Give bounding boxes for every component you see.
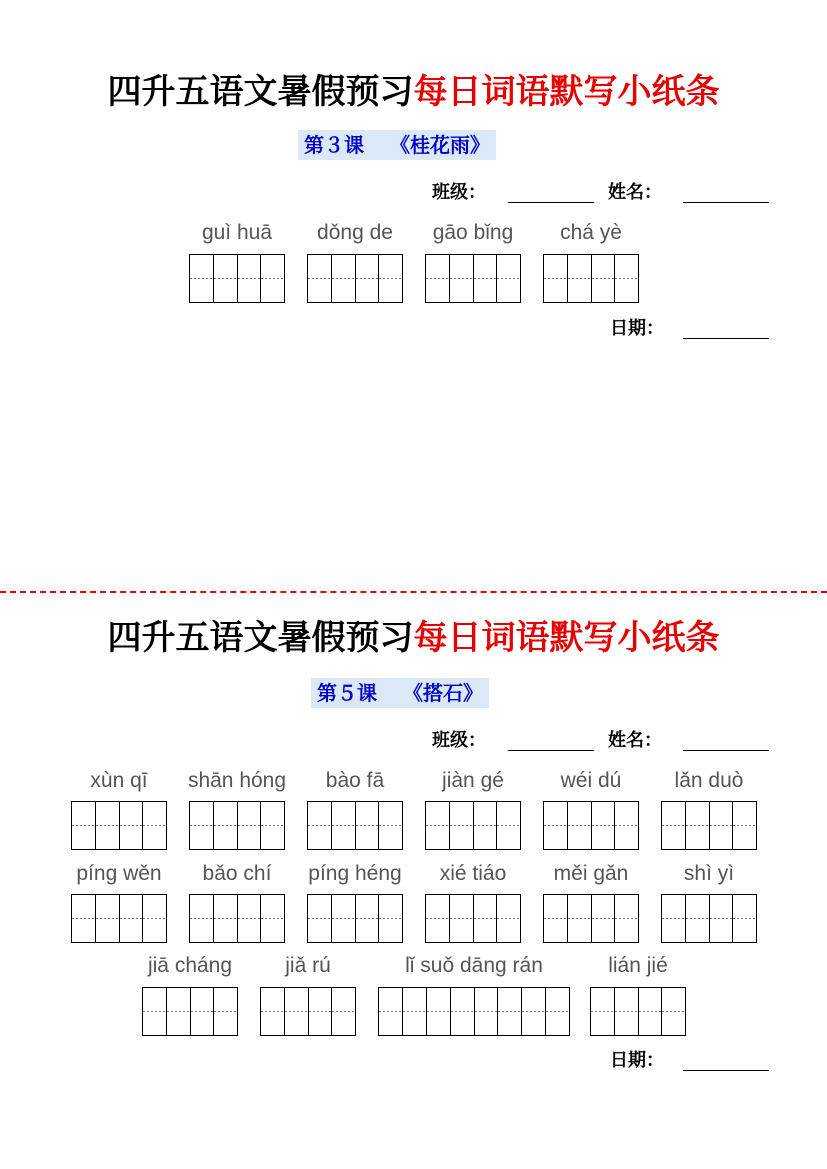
grid-cell[interactable] [237, 802, 261, 849]
title-black-part: 四升五语文暑假预习 [107, 72, 414, 112]
grid-cell[interactable] [142, 802, 166, 849]
title-black-part: 四升五语文暑假预习 [107, 618, 414, 658]
grid-cell[interactable] [166, 988, 190, 1035]
word-pinyin: xié tiáo [439, 862, 507, 885]
cut-line [0, 591, 827, 593]
grid-cell[interactable] [142, 895, 166, 942]
grid-cell[interactable] [591, 802, 615, 849]
grid-cell[interactable] [685, 895, 709, 942]
lesson-name: 《搭石》 [403, 681, 483, 705]
writing-grid[interactable] [189, 894, 285, 943]
grid-cell[interactable] [213, 895, 237, 942]
word-pinyin: bǎo chí [202, 862, 272, 885]
writing-grid[interactable] [425, 801, 521, 850]
grid-cell[interactable] [213, 255, 237, 302]
grid-cell[interactable] [143, 988, 166, 1035]
class-label: 班级： [432, 182, 486, 203]
grid-cell[interactable] [614, 802, 638, 849]
grid-cell[interactable] [449, 255, 473, 302]
word-pinyin: wéi dú [560, 769, 622, 792]
grid-cell[interactable] [308, 255, 331, 302]
name-blank[interactable] [683, 750, 769, 751]
word-pinyin: jiàn gé [442, 769, 504, 792]
writing-grid[interactable] [543, 894, 639, 943]
name-label: 姓名： [608, 182, 662, 203]
lesson-number: 第３课 [304, 133, 364, 157]
grid-cell[interactable] [379, 988, 402, 1035]
writing-grid[interactable] [590, 987, 686, 1036]
grid-cell[interactable] [591, 988, 614, 1035]
grid-cell[interactable] [402, 988, 426, 1035]
writing-grid[interactable] [425, 254, 521, 303]
grid-cell[interactable] [331, 895, 355, 942]
grid-cell[interactable] [544, 802, 567, 849]
grid-cell[interactable] [473, 895, 497, 942]
grid-cell[interactable] [426, 895, 449, 942]
word-pinyin: jiǎ rú [285, 954, 331, 977]
grid-cell[interactable] [331, 802, 355, 849]
grid-cell[interactable] [355, 802, 379, 849]
date-blank[interactable] [683, 1070, 769, 1071]
grid-cell[interactable] [662, 895, 685, 942]
title-red-part: 每日词语默写小纸条 [413, 72, 720, 112]
grid-cell[interactable] [591, 895, 615, 942]
grid-cell[interactable] [190, 255, 213, 302]
grid-cell[interactable] [497, 988, 521, 1035]
word-pinyin: lǎn duò [674, 769, 744, 792]
writing-grid[interactable] [189, 801, 285, 850]
word-pinyin: bào fā [325, 769, 385, 792]
word-pinyin: gāo bǐng [432, 221, 514, 244]
grid-cell[interactable] [72, 802, 95, 849]
grid-cell[interactable] [450, 988, 474, 1035]
grid-cell[interactable] [732, 895, 756, 942]
grid-cell[interactable] [521, 988, 545, 1035]
grid-cell[interactable] [662, 802, 685, 849]
name-label: 姓名： [608, 730, 662, 751]
grid-cell[interactable] [685, 802, 709, 849]
writing-grid[interactable] [189, 254, 285, 303]
grid-cell[interactable] [261, 988, 284, 1035]
grid-cell[interactable] [709, 802, 733, 849]
grid-cell[interactable] [567, 255, 591, 302]
grid-cell[interactable] [260, 255, 284, 302]
grid-cell[interactable] [237, 895, 261, 942]
writing-grid[interactable] [307, 801, 403, 850]
grid-cell[interactable] [544, 895, 567, 942]
writing-grid[interactable] [425, 894, 521, 943]
grid-cell[interactable] [378, 802, 402, 849]
grid-cell[interactable] [638, 988, 662, 1035]
date-label: 日期： [610, 1050, 664, 1071]
grid-cell[interactable] [95, 895, 119, 942]
writing-grid[interactable] [543, 254, 639, 303]
writing-grid[interactable] [260, 987, 356, 1036]
grid-cell[interactable] [190, 895, 213, 942]
grid-cell[interactable] [661, 988, 685, 1035]
writing-grid[interactable] [142, 987, 238, 1036]
grid-cell[interactable] [331, 255, 355, 302]
grid-cell[interactable] [190, 802, 213, 849]
grid-cell[interactable] [544, 255, 567, 302]
grid-cell[interactable] [473, 802, 497, 849]
word-pinyin: lián jié [608, 954, 668, 977]
writing-grid[interactable] [307, 894, 403, 943]
grid-cell[interactable] [449, 895, 473, 942]
class-blank[interactable] [508, 750, 594, 751]
word-pinyin: guì huā [201, 221, 273, 244]
grid-cell[interactable] [355, 255, 379, 302]
writing-grid[interactable] [378, 987, 570, 1036]
class-label: 班级： [432, 730, 486, 751]
grid-cell[interactable] [496, 802, 520, 849]
grid-cell[interactable] [567, 802, 591, 849]
word-pinyin: měi gǎn [553, 862, 629, 885]
grid-cell[interactable] [213, 988, 237, 1035]
grid-cell[interactable] [331, 988, 355, 1035]
grid-cell[interactable] [496, 895, 520, 942]
grid-cell[interactable] [213, 802, 237, 849]
grid-cell[interactable] [732, 802, 756, 849]
grid-cell[interactable] [378, 895, 402, 942]
grid-cell[interactable] [449, 802, 473, 849]
grid-cell[interactable] [260, 895, 284, 942]
word-pinyin: xùn qī [90, 769, 148, 792]
writing-grid[interactable] [307, 254, 403, 303]
grid-cell[interactable] [545, 988, 569, 1035]
writing-grid[interactable] [543, 801, 639, 850]
grid-cell[interactable] [709, 895, 733, 942]
lesson-number: 第５课 [317, 681, 377, 705]
writing-grid[interactable] [71, 801, 167, 850]
word-pinyin: lǐ suǒ dāng rán [405, 954, 543, 977]
grid-cell[interactable] [614, 255, 638, 302]
word-pinyin: chá yè [560, 221, 622, 244]
grid-cell[interactable] [378, 255, 402, 302]
date-label: 日期： [610, 318, 664, 339]
name-blank[interactable] [683, 202, 769, 203]
grid-cell[interactable] [614, 988, 638, 1035]
grid-cell[interactable] [567, 895, 591, 942]
word-pinyin: jiā cháng [147, 954, 233, 977]
grid-cell[interactable] [308, 895, 331, 942]
grid-cell[interactable] [355, 895, 379, 942]
grid-cell[interactable] [426, 255, 449, 302]
word-pinyin: shì yì [683, 862, 735, 885]
grid-cell[interactable] [426, 802, 449, 849]
grid-cell[interactable] [190, 988, 214, 1035]
grid-cell[interactable] [95, 802, 119, 849]
grid-cell[interactable] [72, 895, 95, 942]
date-blank[interactable] [683, 338, 769, 339]
grid-cell[interactable] [284, 988, 308, 1035]
grid-cell[interactable] [237, 255, 261, 302]
writing-grid[interactable] [71, 894, 167, 943]
lesson-heading [298, 130, 496, 160]
title-red-part: 每日词语默写小纸条 [413, 618, 720, 658]
grid-cell[interactable] [308, 802, 331, 849]
sheet-top-title [0, 72, 827, 112]
sheet-bottom-title [0, 618, 827, 658]
grid-cell[interactable] [614, 895, 638, 942]
writing-grid[interactable] [661, 894, 757, 943]
grid-cell[interactable] [308, 988, 332, 1035]
lesson-name: 《桂花雨》 [390, 133, 490, 157]
grid-cell[interactable] [119, 802, 143, 849]
word-pinyin: píng héng [308, 862, 402, 885]
grid-cell[interactable] [591, 255, 615, 302]
class-blank[interactable] [508, 202, 594, 203]
grid-cell[interactable] [260, 802, 284, 849]
grid-cell[interactable] [119, 895, 143, 942]
lesson-heading [311, 678, 489, 708]
word-pinyin: dǒng de [317, 221, 393, 244]
writing-grid[interactable] [661, 801, 757, 850]
grid-cell[interactable] [496, 255, 520, 302]
grid-cell[interactable] [473, 255, 497, 302]
grid-cell[interactable] [474, 988, 498, 1035]
grid-cell[interactable] [426, 988, 450, 1035]
word-pinyin: píng wěn [76, 862, 162, 885]
word-pinyin: shān hóng [187, 769, 287, 792]
